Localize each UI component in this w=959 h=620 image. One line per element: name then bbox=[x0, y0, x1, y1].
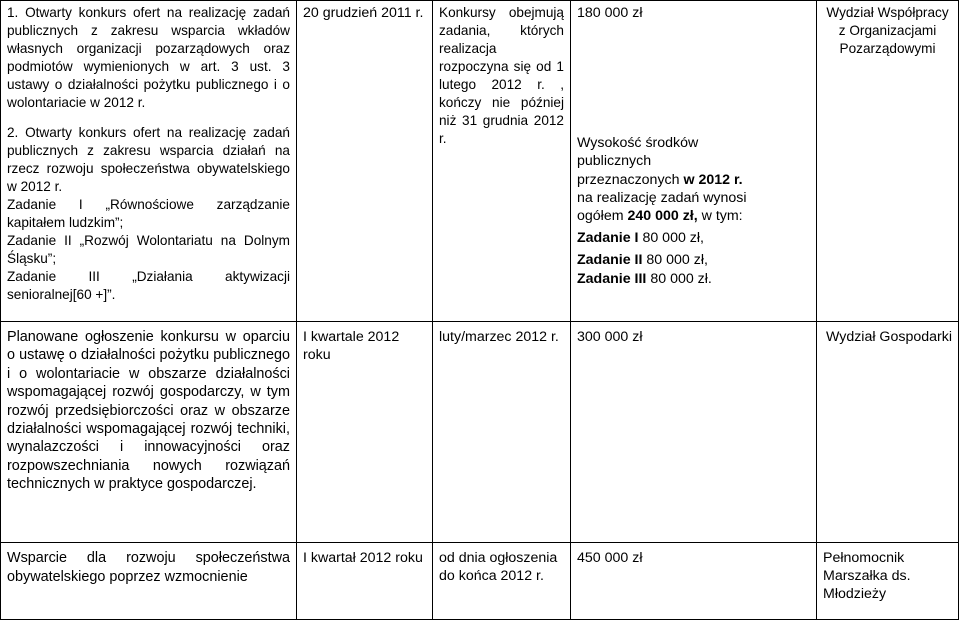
task-cell bbox=[1, 1, 297, 322]
announcement-date-cell bbox=[297, 1, 433, 322]
amount-value: 180 000 zł bbox=[577, 5, 643, 21]
funds-line-3: Zadanie III 80 000 zł. bbox=[577, 270, 712, 287]
announcement-date: I kwartale 2012 roku bbox=[303, 329, 400, 364]
period-text: luty/marzec 2012 r. bbox=[439, 329, 559, 345]
table-row bbox=[1, 322, 959, 543]
task-item-5: Zadanie III „Działania aktywizacji senioralnej[60 +]”. bbox=[7, 269, 290, 302]
amount-cell bbox=[571, 543, 817, 620]
period-text: Konkursy obejmują zadania, których realizacja rozpoczyna się od 1 lutego 2012 r. , kończy nie później niż 31 grudnia 2012 r. bbox=[439, 5, 564, 146]
period-cell bbox=[433, 322, 571, 543]
task-item-2: 2. Otwarty konkurs ofert na realizację zadań publicznych z zakresu wsparcia działań na rzecz rozwoju społeczeństwa obywatelskiego w 2012 r. bbox=[7, 125, 290, 194]
department-name: Wydział Gospodarki bbox=[825, 329, 952, 345]
task-item-4: Zadanie II „Rozwój Wolontariatu na Dolnym Śląsku”; bbox=[7, 233, 290, 266]
table-row bbox=[1, 543, 959, 620]
funds-line-2: Zadanie II 80 000 zł, bbox=[577, 252, 708, 269]
department-name: Pełnomocnik Marszałka ds. Młodzieży bbox=[823, 550, 911, 603]
period-cell bbox=[433, 543, 571, 620]
task-item-1: 1. Otwarty konkurs ofert na realizację zadań publicznych z zakresu wsparcia wkładów własnych organizacji pozarządowych oraz podmiotów wymienionych w art. 3 ust. 3 ustawy o działalności pożytku publicznego i o wolontariacie w 2012 r. bbox=[7, 5, 290, 110]
announcement-date: I kwartał 2012 roku bbox=[303, 550, 423, 566]
period-cell bbox=[433, 1, 571, 322]
amount-value: 300 000 zł bbox=[577, 329, 643, 345]
task-item-3: Zadanie I „Równościowe zarządzanie kapitałem ludzkim”; bbox=[7, 197, 290, 230]
department-cell bbox=[817, 322, 959, 543]
task-cell bbox=[1, 322, 297, 543]
period-text: od dnia ogłoszenia do końca 2012 r. bbox=[439, 550, 558, 585]
amount-cell bbox=[571, 322, 817, 543]
department-cell bbox=[817, 543, 959, 620]
amount-value: 450 000 zł bbox=[577, 550, 643, 566]
funds-line-1: Zadanie I 80 000 zł, bbox=[577, 230, 704, 247]
announcement-date-cell bbox=[297, 322, 433, 543]
department-name: Wydział Współpracy z Organizacjami Pozarządowymi bbox=[826, 5, 949, 56]
announcement-date: 20 grudzień 2011 r. bbox=[303, 5, 424, 21]
table-row bbox=[1, 1, 959, 322]
task-text: Planowane ogłoszenie konkursu w oparciu o ustawę o działalności pożytku publicznego i o wolontariacie w obszarze działalności wspomagającej rozwój gospodarczy, w tym rozwój przedsiębiorczości oraz w obszarze działalności wspomagającej rozwój techniki, wynalazczości i innowacyjności oraz rozpowszechniania nowych rozwiązań technicznych w praktyce gospodarczej. bbox=[7, 329, 290, 493]
amount-cell bbox=[571, 1, 817, 322]
task-text: Wsparcie dla rozwoju społeczeństwa obywatelskiego poprzez wzmocnienie bbox=[7, 550, 290, 585]
announcement-date-cell bbox=[297, 543, 433, 620]
department-cell bbox=[817, 1, 959, 322]
funds-description: Wysokość środków publicznych przeznaczonych w 2012 r. na realizację zadań wynosi ogółem 240 000 zł, w tym: bbox=[577, 135, 747, 225]
task-cell bbox=[1, 543, 297, 620]
